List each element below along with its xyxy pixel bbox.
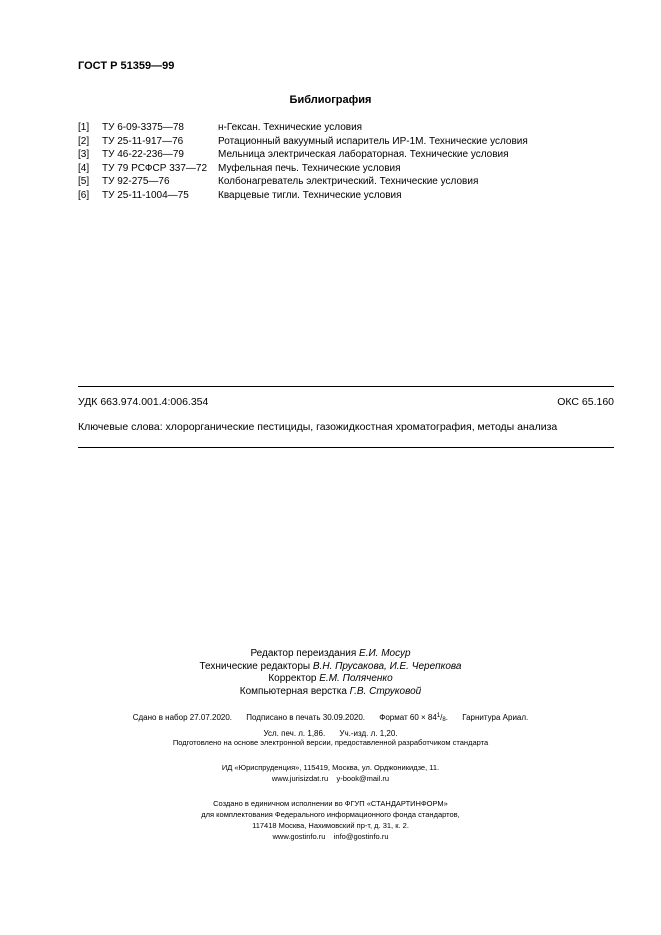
tech-editors-line xyxy=(0,661,661,674)
publishing-sheets: Уч.-изд. л. 1,20. xyxy=(339,729,398,738)
bibliography-item-description: Муфельная печь. Технические условия xyxy=(218,162,401,174)
publisher-address: ИД «Юриспруденция», 115419, Москва, ул. Орджоникидзе, 11. xyxy=(221,763,440,772)
bibliography-item-description: н-Гексан. Технические условия xyxy=(218,122,363,133)
bibliography-title: Библиография xyxy=(289,94,372,106)
tech-editors-label: Технические редакторы xyxy=(199,660,311,672)
bibliography-item xyxy=(78,135,528,149)
bibliography-item-number: [2] xyxy=(78,135,90,147)
printer-line-2: для комплектования Федерального информационного фонда стандартов, xyxy=(201,810,460,819)
layout-name: Г.В. Струковой xyxy=(349,685,422,697)
printer-line-1: Создано в единичном исполнении во ФГУП «СТАНДАРТИНФОРМ» xyxy=(213,799,448,808)
bibliography-item-code: ТУ 92-275—76 xyxy=(102,176,170,187)
bibliography-item xyxy=(78,121,528,135)
bibliography-item xyxy=(78,162,528,176)
typeface: Гарнитура Ариал. xyxy=(462,713,529,722)
credits-block xyxy=(0,648,661,698)
bibliography-item xyxy=(78,148,528,162)
format-denominator: 8 xyxy=(442,717,446,723)
printer-line-3: 117418 Москва, Нахимовский пр-т, д. 31, к. 2. xyxy=(252,821,409,830)
bibliography-item-code: ТУ 25-11-917—76 xyxy=(102,135,184,147)
publisher-info xyxy=(0,762,661,784)
bibliography-item-number: [6] xyxy=(78,189,90,201)
print-info xyxy=(0,710,661,740)
print-info-line-1 xyxy=(0,710,661,727)
prepared-note: Подготовлено на основе электронной версии, предоставленной разработчиком стандарта xyxy=(172,738,489,747)
document-header: ГОСТ Р 51359—99 xyxy=(78,60,175,72)
udk-code: УДК 663.974.001.4:006.354 xyxy=(78,396,209,408)
editor-line xyxy=(0,648,661,661)
bibliography-item-description: Мельница электрическая лабораторная. Технические условия xyxy=(218,149,509,160)
oks-code: ОКС 65.160 xyxy=(557,396,614,408)
bibliography-item-description: Кварцевые тигли. Технические условия xyxy=(218,189,402,201)
bibliography-item xyxy=(78,175,528,189)
paper-format: Формат $60 \times 84^1/_8$. xyxy=(379,713,448,723)
submitted-date: Сдано в набор 27.07.2020. xyxy=(132,713,233,722)
bibliography-item-code: ТУ 6-09-3375—78 xyxy=(102,122,184,133)
corrector-name: Е.М. Поляченко xyxy=(319,673,393,684)
tech-editors-names: В.Н. Прусакова, И.Е. Черепкова xyxy=(312,660,462,672)
bottom-divider xyxy=(78,447,614,448)
bibliography-item xyxy=(78,189,528,203)
printer-contacts: www.gostinfo.ru info@gostinfo.ru xyxy=(272,832,389,841)
top-divider xyxy=(78,386,614,387)
corrector-label: Корректор xyxy=(268,673,317,684)
editor-name: Е.И. Мосур xyxy=(359,648,411,659)
layout-line xyxy=(0,686,661,699)
bibliography-item-number: [1] xyxy=(78,122,90,133)
format-numerator: 1 xyxy=(436,713,441,719)
publisher-contacts: www.jurisizdat.ru y-book@mail.ru xyxy=(271,774,390,783)
bibliography-item-code: ТУ 46-22-236—79 xyxy=(102,149,184,160)
printed-sheets: Усл. печ. л. 1,86. xyxy=(263,729,326,738)
editor-label: Редактор переиздания xyxy=(250,648,357,659)
bibliography-item-number: [5] xyxy=(78,176,90,187)
bibliography-item-code: ТУ 79 РСФСР 337—72 xyxy=(102,162,207,174)
bibliography-item-description: Ротационный вакуумный испаритель ИР-1М. Технические условия xyxy=(218,135,528,147)
printer-info xyxy=(0,798,661,842)
bibliography-item-description: Колбонагреватель электрический. Технические условия xyxy=(218,176,479,187)
keywords: Ключевые слова: хлорорганические пестициды, газожидкостная хроматография, методы анализа xyxy=(78,421,558,433)
bibliography-list xyxy=(78,121,528,202)
bibliography-item-code: ТУ 25-11-1004—75 xyxy=(102,189,189,201)
format-suffix: . xyxy=(445,713,448,722)
corrector-line xyxy=(0,673,661,686)
signed-date: Подписано в печать 30.09.2020. xyxy=(246,713,366,722)
bibliography-item-number: [4] xyxy=(78,162,90,174)
layout-label: Компьютерная верстка xyxy=(239,685,347,697)
bibliography-item-number: [3] xyxy=(78,149,90,160)
format-prefix: Формат 60 × 84 xyxy=(379,713,437,722)
